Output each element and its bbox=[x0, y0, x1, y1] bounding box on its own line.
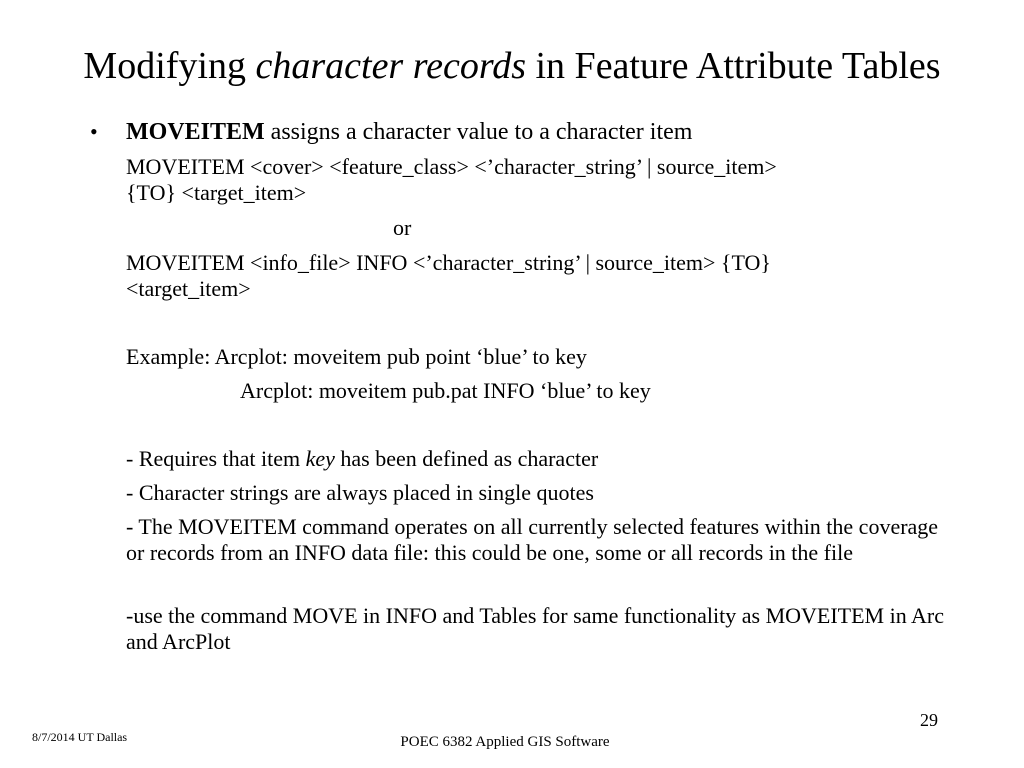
footer-date: 8/7/2014 UT Dallas bbox=[32, 730, 128, 744]
lead-command: MOVEITEM bbox=[126, 119, 265, 145]
page-number: 29 bbox=[920, 710, 938, 730]
syntax-1-line-2: {TO} <target_item> bbox=[126, 180, 307, 205]
bullet-marker: • bbox=[90, 119, 98, 144]
note-item-key bbox=[126, 446, 598, 472]
syntax-1-line-1: MOVEITEM <cover> <feature_class> <’character_string’ | source_item> bbox=[126, 154, 777, 179]
note-1-end: has been defined as character bbox=[334, 446, 599, 471]
title-text-end: in Feature Attribute Tables bbox=[526, 45, 941, 87]
title-text-italic: character records bbox=[255, 45, 526, 87]
note-1-italic: key bbox=[305, 446, 335, 471]
note-1-start: - Requires that item bbox=[126, 446, 306, 471]
slide-title bbox=[0, 42, 1024, 90]
note-move-command: -use the command MOVE in INFO and Tables for same functionality as MOVEITEM in Arc and ArcPlot bbox=[126, 603, 944, 654]
footer-course: POEC 6382 Applied GIS Software bbox=[400, 734, 610, 750]
or-separator: or bbox=[393, 215, 412, 240]
note-single-quotes: - Character strings are always placed in single quotes bbox=[126, 480, 594, 505]
title-text-start: Modifying bbox=[83, 45, 256, 87]
example-line-2: Arcplot: moveitem pub.pat INFO ‘blue’ to key bbox=[240, 378, 651, 403]
lead-description: assigns a character value to a character item bbox=[264, 119, 693, 145]
syntax-2-line-2: <target_item> bbox=[126, 276, 251, 301]
bullet-lead bbox=[126, 117, 692, 147]
note-selected-features: - The MOVEITEM command operates on all currently selected features within the coverage or records from an INFO data file: this could be one, some or all records in the file bbox=[126, 514, 939, 565]
example-line-1: Example: Arcplot: moveitem pub point ‘blue’ to key bbox=[126, 344, 587, 369]
syntax-2-line-1: MOVEITEM <info_file> INFO <’character_string’ | source_item> {TO} bbox=[126, 250, 771, 275]
